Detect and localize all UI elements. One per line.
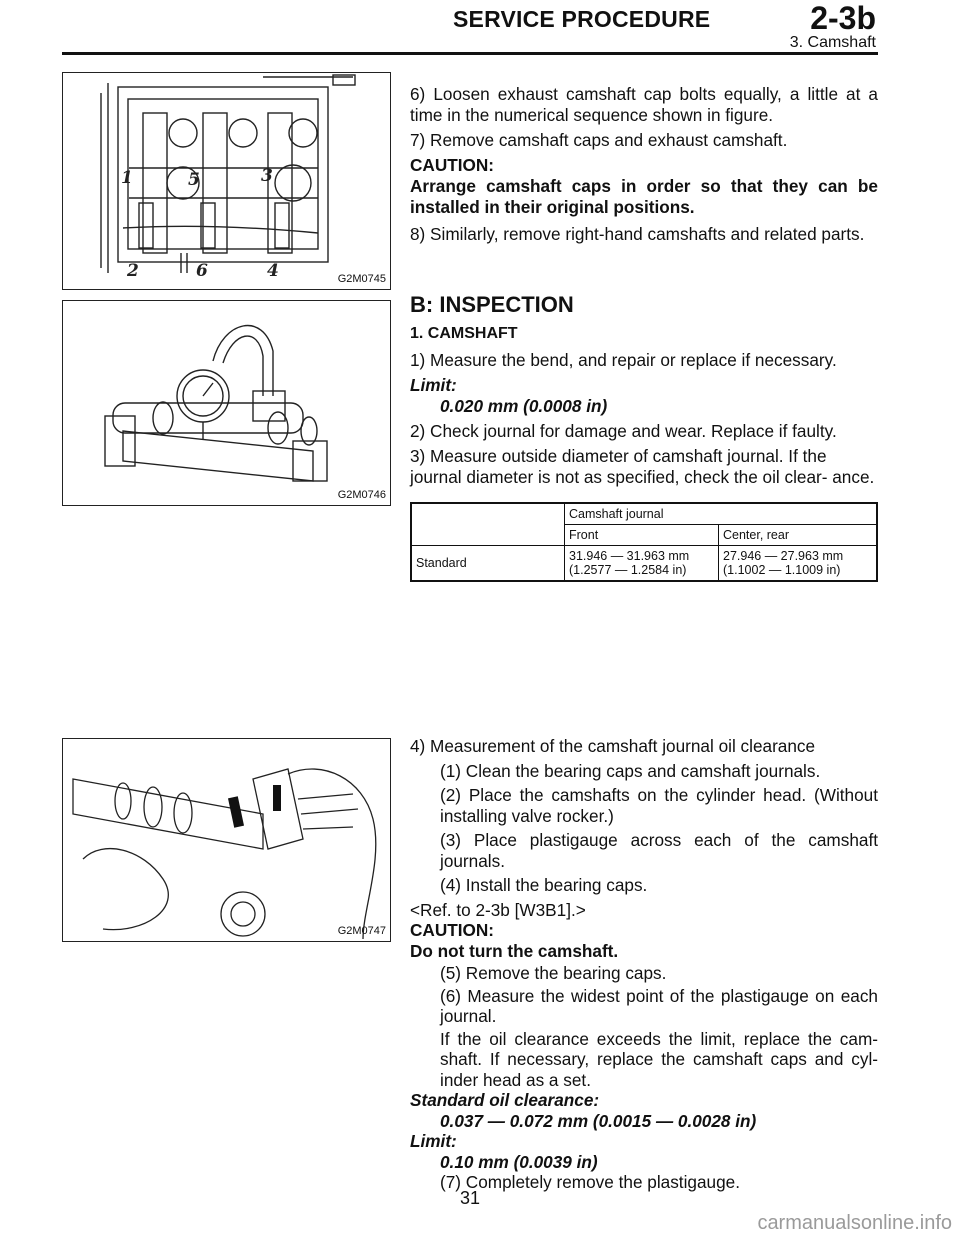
figure-cap-bolt-sequence (62, 72, 391, 290)
figure-caption: G2M0746 (337, 489, 386, 501)
front-value-in: (1.2577 — 1.2584 in) (569, 563, 687, 577)
inspection-step-3: 3) Measure outside diameter of camshaft journal. If the journal diameter is not as specified, check the oil clear- ance. (410, 446, 875, 487)
callout-4: 4 (267, 261, 279, 281)
clearance-sub-6-note: If the oil clearance exceeds the limit, replace the cam- shaft. If necessary, replace the camshaft caps and cyl- inder head as a set. (440, 1028, 878, 1090)
table-header-center-rear: Center, rear (719, 525, 878, 546)
clearance-sub-5: (5) Remove the bearing caps. (440, 963, 667, 983)
callout-3: 3 (261, 166, 273, 186)
removal-step-8: 8) Similarly, remove right-hand camshafts and related parts. (410, 224, 865, 244)
callout-1: 1 (121, 168, 133, 188)
section-heading: B: INSPECTION (410, 292, 574, 317)
callout-5: 5 (188, 170, 200, 190)
table-cell-center-rear (719, 546, 878, 582)
standard-clearance-label: Standard oil clearance: (410, 1090, 600, 1110)
callout-2: 2 (127, 261, 139, 281)
caution-heading: CAUTION: (410, 920, 495, 940)
table-row (411, 546, 877, 582)
table-row-label: Standard (411, 546, 565, 582)
inspection-step-2: 2) Check journal for damage and wear. Replace if faulty. (410, 421, 837, 441)
clearance-sub-6: (6) Measure the widest point of the plastigauge on each journal. (440, 985, 878, 1026)
clearance-sub-7: (7) Completely remove the plastigauge. (440, 1172, 740, 1192)
inspection-section (410, 294, 878, 492)
header-section-code: 2-3b (810, 0, 876, 36)
center-value-in: (1.1002 — 1.1009 in) (723, 563, 841, 577)
caution-text: Arrange camshaft caps in order so that they can be installed in their original positions. (410, 176, 878, 217)
figure-plastigauge-drawing (63, 739, 392, 943)
table-cell-front (565, 546, 719, 582)
inspection-step-1: 1) Measure the bend, and repair or replace if necessary. (410, 350, 837, 370)
limit-label: Limit: (410, 1131, 457, 1151)
removal-step-6: 6) Loosen exhaust camshaft cap bolts equally, a little at a time in the numerical sequence shown in figure. (410, 84, 878, 125)
figure-bend-drawing (63, 301, 392, 507)
table-group-header: Camshaft journal (565, 503, 878, 525)
table-cell-empty (411, 503, 565, 546)
subsection-heading: 1. CAMSHAFT (410, 325, 518, 342)
caution-heading: CAUTION: (410, 155, 495, 175)
caution-text: Do not turn the camshaft. (410, 940, 619, 961)
figure-caption: G2M0745 (337, 273, 386, 285)
callout-6: 6 (196, 261, 208, 281)
header-subtitle: 3. Camshaft (789, 34, 876, 51)
table-row (411, 503, 877, 525)
page-number: 31 (460, 1188, 481, 1208)
reference-link: <Ref. to 2-3b [W3B1].> (410, 899, 586, 920)
header-title: SERVICE PROCEDURE (453, 6, 711, 32)
clearance-sub-4: (4) Install the bearing caps. (440, 875, 648, 895)
center-value-mm: 27.946 — 27.963 mm (723, 549, 844, 563)
camshaft-journal-table (410, 502, 878, 582)
removal-steps (410, 84, 878, 249)
figure-caption: G2M0747 (337, 925, 386, 937)
limit-value: 0.020 mm (0.0008 in) (440, 396, 608, 416)
table-header-front: Front (565, 525, 719, 546)
figure-camshaft-bend-measurement (62, 300, 391, 506)
oil-clearance-section (410, 736, 878, 1197)
front-value-mm: 31.946 — 31.963 mm (569, 549, 690, 563)
header-rule (62, 52, 878, 55)
limit-value: 0.10 mm (0.0039 in) (440, 1151, 598, 1172)
clearance-sub-3: (3) Place plastigauge across each of the camshaft journals. (440, 830, 878, 871)
figure-plastigauge-measurement (62, 738, 391, 942)
limit-label: Limit: (410, 375, 457, 395)
clearance-step-4: 4) Measurement of the camshaft journal oil clearance (410, 736, 816, 756)
figure-cap-bolt-sequence-drawing (63, 73, 392, 291)
removal-step-7: 7) Remove camshaft caps and exhaust camshaft. (410, 130, 788, 150)
standard-clearance-value: 0.037 — 0.072 mm (0.0015 — 0.0028 in) (440, 1110, 757, 1131)
clearance-sub-2: (2) Place the camshafts on the cylinder head. (Without installing valve rocker.) (440, 785, 878, 826)
watermark: carmanualsonline.info (757, 1212, 952, 1234)
clearance-sub-1: (1) Clean the bearing caps and camshaft journals. (440, 760, 821, 781)
